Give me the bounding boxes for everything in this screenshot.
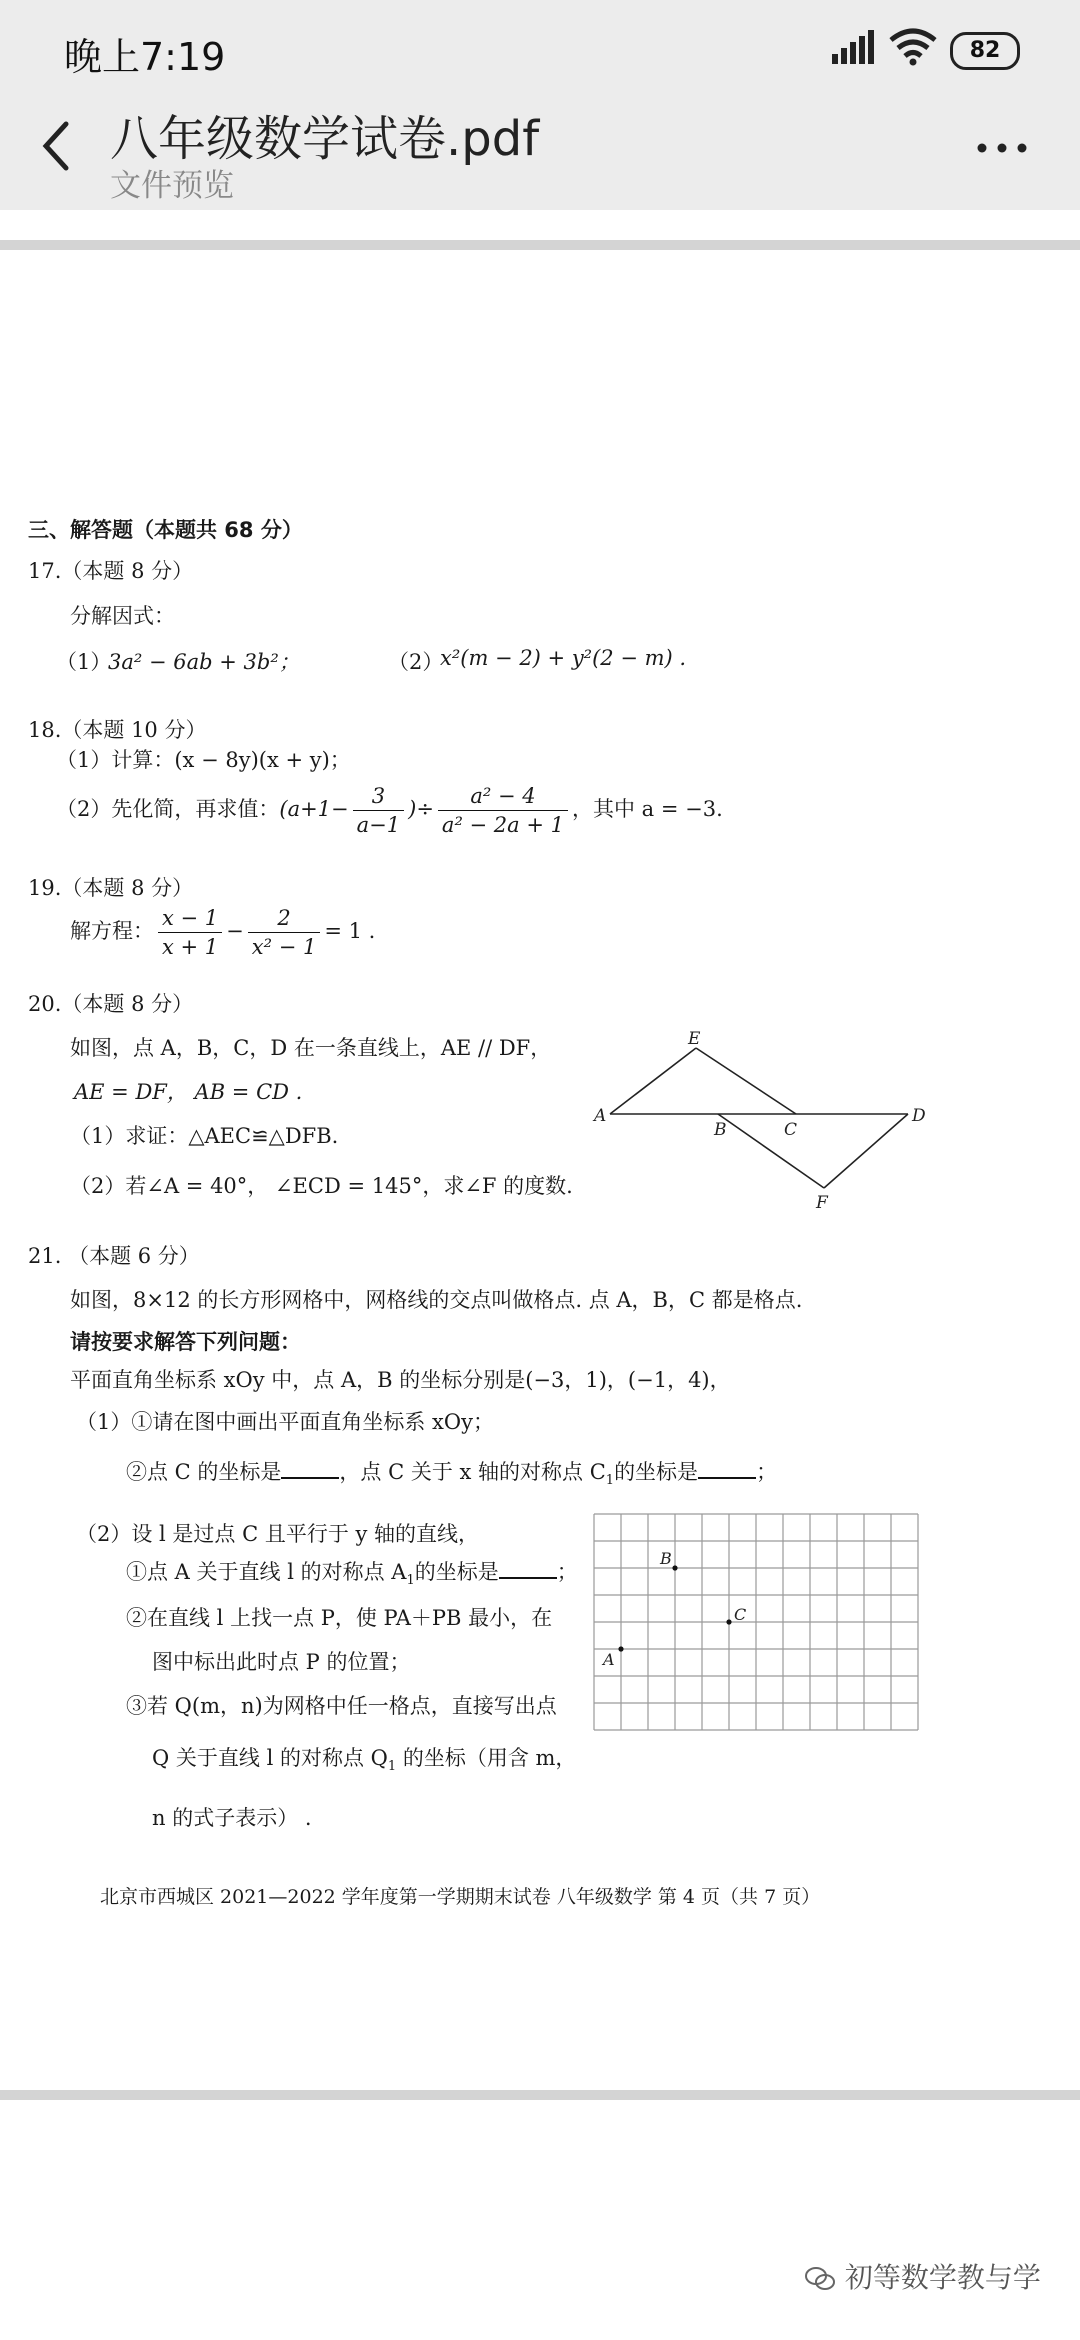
q17-p1: 3a² − 6ab + 3b²； <box>108 650 300 674</box>
q18-p2-b: )÷ <box>408 797 434 821</box>
q18-frac2-num: a² − 4 <box>438 782 568 811</box>
q18-head: 18.（本题 10 分） <box>28 718 207 742</box>
q19-frac1-den: x + 1 <box>162 935 219 959</box>
q18-frac1-num: 3 <box>353 782 404 811</box>
q21-line2: 平面直角坐标系 xOy 中，点 A，B 的坐标分别是(−3，1)，(−1，4)， <box>70 1368 731 1392</box>
q21-p2c2-a: Q 关于直线 l 的对称点 Q <box>152 1746 388 1770</box>
q18-p2-label: （2）先化简，再求值： <box>56 797 280 821</box>
grid-label-C: C <box>734 1605 747 1624</box>
point-A <box>618 1646 623 1651</box>
segment-EC <box>696 1048 796 1114</box>
q20-line2: AE = DF， AB = CD . <box>74 1080 303 1104</box>
page-footer: 北京市西城区 2021—2022 学年度第一学期期末试卷 八年级数学 第 4 页（共 7 页） <box>100 1886 821 1908</box>
q21-p2c: ③若 Q(m，n)为网格中任一格点，直接写出点 <box>126 1694 557 1718</box>
q18-p2-a: (a+1− <box>279 797 349 821</box>
point-C <box>726 1619 731 1624</box>
q17-p2: x²(m − 2) + y²(2 − m) . <box>440 646 687 670</box>
q18-p1: （1）计算：(x − 8y)(x + y)； <box>56 748 351 772</box>
q21-p1: （1）①请在图中画出平面直角坐标系 xOy； <box>76 1410 494 1434</box>
q17-p2-label: （2） <box>388 650 444 674</box>
q21-bold: 请按要求解答下列问题： <box>70 1330 301 1354</box>
q21-p1b-d: ； <box>756 1460 778 1484</box>
q19-label: 解方程： <box>70 919 154 943</box>
label-F: F <box>816 1193 828 1213</box>
q21-p2: （2）设 l 是过点 C 且平行于 y 轴的直线， <box>76 1522 480 1546</box>
point-B <box>672 1565 677 1570</box>
q20-p2: （2）若∠A = 40°， ∠ECD = 145°，求∠F 的度数. <box>70 1174 573 1198</box>
q21-line1: 如图，8×12 的长方形网格中，网格线的交点叫做格点. 点 A，B，C 都是格点. <box>70 1288 803 1312</box>
q21-p2b2: 图中标出此时点 P 的位置； <box>152 1650 411 1674</box>
q18-frac2-den: a² − 2a + 1 <box>441 813 564 837</box>
q17-intro: 分解因式： <box>70 604 175 628</box>
q17-p1-label: （1） <box>56 650 112 674</box>
q21-p2a-c: ； <box>556 1560 578 1584</box>
wechat-icon <box>804 2265 836 2293</box>
q19-tail: = 1 . <box>324 919 376 943</box>
q19-equation <box>70 904 375 961</box>
label-C: C <box>784 1120 798 1140</box>
q18-frac2 <box>438 782 568 839</box>
q19-frac2 <box>248 904 321 961</box>
file-subtitle: 文件预览 <box>110 168 234 204</box>
q21-p1b-a: ②点 C 的坐标是 <box>126 1460 282 1484</box>
file-title: 八年级数学试卷.pdf <box>110 111 540 167</box>
q20-head: 20.（本题 8 分） <box>28 992 194 1016</box>
q18-p2-tail: ，其中 a = −3. <box>572 797 723 821</box>
q20-line1: 如图，点 A，B，C，D 在一条直线上，AE // DF， <box>70 1036 552 1060</box>
q19-frac2-num: 2 <box>248 904 321 933</box>
q21-p1b-b: ，点 C 关于 x 轴的对称点 C <box>339 1460 606 1484</box>
label-A: A <box>594 1106 607 1126</box>
q21-p1b-sub: 1 <box>605 1473 615 1489</box>
label-B: B <box>714 1120 727 1140</box>
q21-grid[interactable] <box>590 1510 926 1736</box>
section-heading: 三、解答题（本题共 68 分） <box>28 518 303 542</box>
q19-frac1 <box>158 904 222 961</box>
answer-blank <box>281 1461 339 1479</box>
label-E: E <box>688 1029 701 1049</box>
segment-FB <box>718 1114 824 1188</box>
q21-p1b <box>126 1456 777 1488</box>
answer-blank <box>698 1461 756 1479</box>
answer-blank <box>499 1561 557 1579</box>
q21-p1b-c: 的坐标是 <box>614 1460 699 1484</box>
grid-label-B: B <box>660 1549 672 1568</box>
q19-frac2-den: x² − 1 <box>251 935 317 959</box>
grid-label-A: A <box>603 1650 615 1669</box>
q20-figure <box>590 1026 940 1216</box>
q21-p2b: ②在直线 l 上找一点 P，使 PA＋PB 最小，在 <box>126 1606 553 1630</box>
q21-p2a <box>126 1556 578 1588</box>
label-D: D <box>912 1106 926 1126</box>
segment-AE <box>610 1048 696 1114</box>
q21-p2a-sub: 1 <box>406 1573 415 1589</box>
q19-minus: − <box>226 919 244 943</box>
q21-p2a-b: 的坐标是 <box>414 1560 499 1584</box>
q21-head: 21. （本题 6 分） <box>28 1244 200 1268</box>
q19-head: 19.（本题 8 分） <box>28 876 194 900</box>
q19-frac1-num: x − 1 <box>158 904 222 933</box>
watermark-text: 初等数学教与学 <box>844 2261 1041 2294</box>
q21-p2c2-sub: 1 <box>387 1759 397 1775</box>
q18-frac1-den: a−1 <box>356 813 401 837</box>
q21-p2c2-b: 的坐标（用含 m， <box>396 1746 577 1770</box>
battery-icon: 82 <box>950 32 1020 70</box>
watermark <box>804 2256 1041 2296</box>
q18-p2 <box>56 782 723 839</box>
q21-p2a-a: ①点 A 关于直线 l 的对称点 A <box>126 1560 407 1584</box>
q17-head: 17.（本题 8 分） <box>28 559 194 583</box>
q21-p2c2 <box>152 1742 576 1774</box>
q18-frac1 <box>353 782 404 839</box>
q21-p2c3: n 的式子表示） . <box>152 1806 312 1830</box>
segment-DF <box>824 1114 908 1188</box>
status-time: 晚上7:19 <box>64 35 226 79</box>
q20-p1: （1）求证：△AEC≌△DFB. <box>70 1124 339 1148</box>
